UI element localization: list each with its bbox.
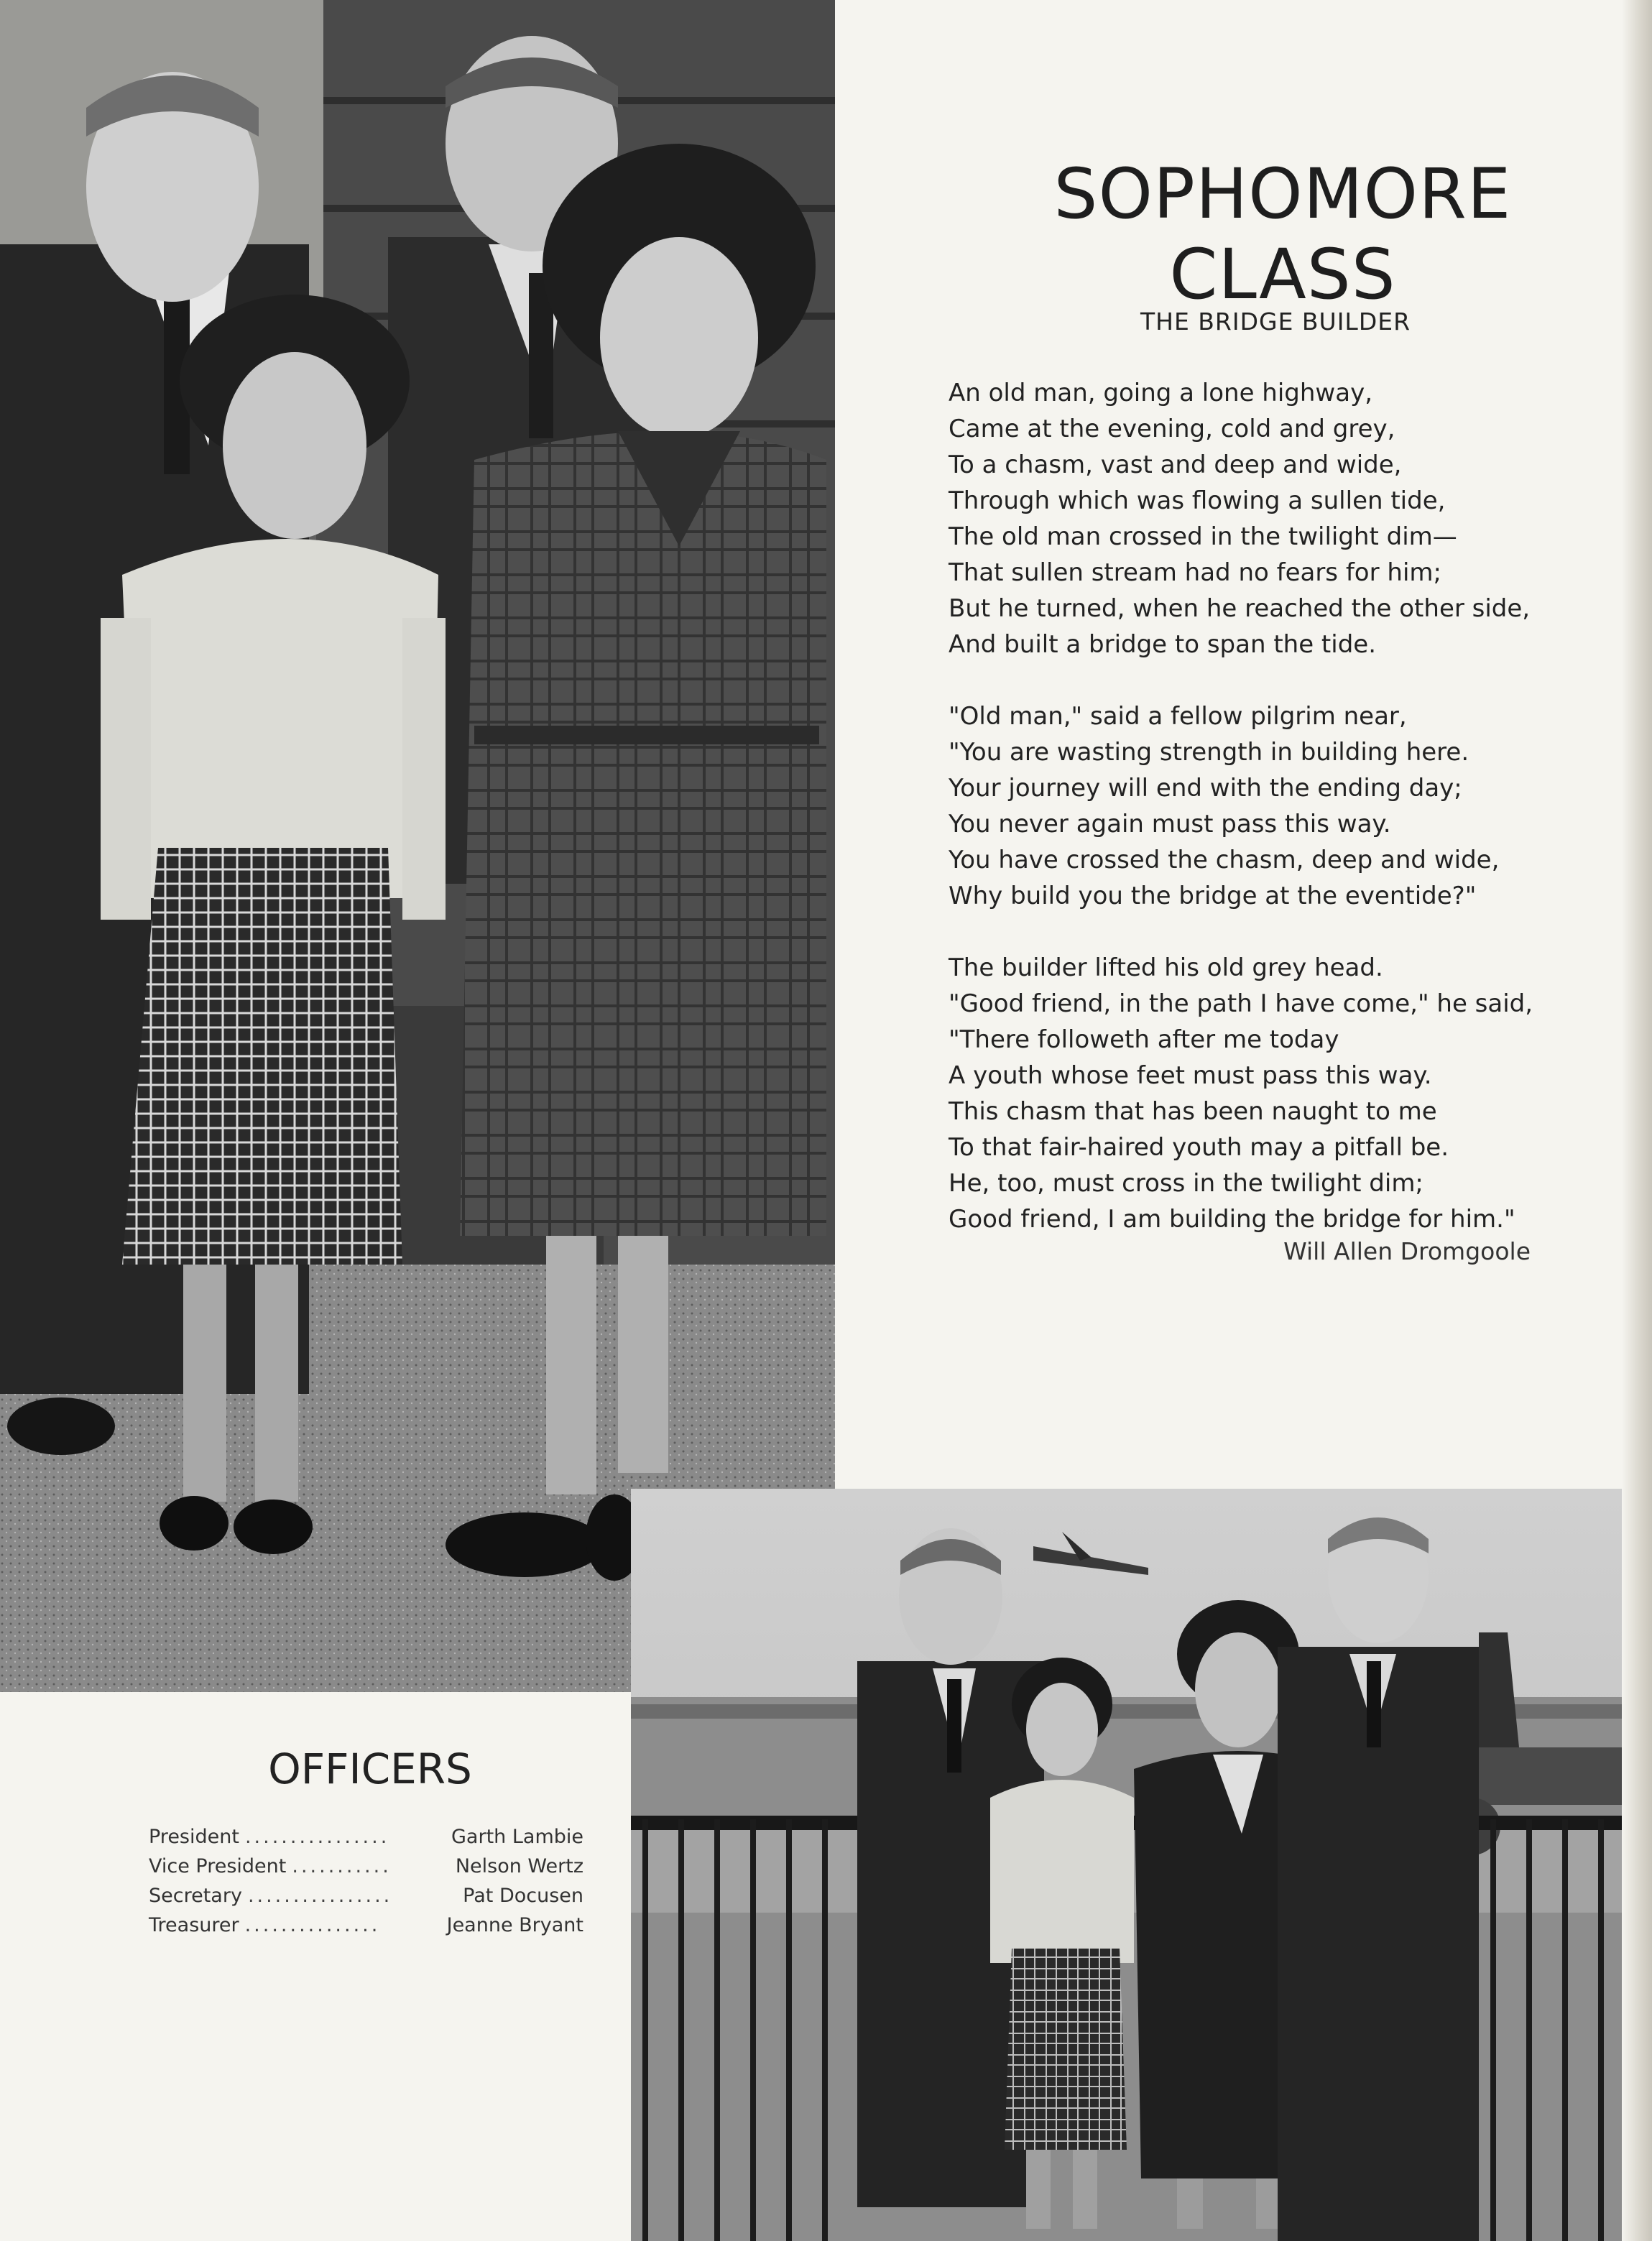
officer-leader-dots: ................ <box>247 1885 393 1907</box>
poem-line: Came at the evening, cold and grey, <box>949 415 1395 443</box>
officer-row-secretary <box>149 1881 583 1910</box>
poem-line: To that fair-haired youth may a pitfall be. <box>949 1133 1449 1162</box>
page-title-line-2: CLASS <box>1169 234 1396 315</box>
poem-line: But he turned, when he reached the other side, <box>949 594 1531 623</box>
officer-leader-dots: ........... <box>292 1855 392 1877</box>
officers-heading: OFFICERS <box>268 1745 472 1793</box>
officer-name: Pat Docusen <box>463 1885 583 1907</box>
page-title-line-1: SOPHOMORE <box>1053 154 1512 235</box>
officer-row-treasurer <box>149 1910 583 1940</box>
airport-group-photo <box>631 1489 1652 2241</box>
poem-stanza-3 <box>949 950 1581 1237</box>
officer-role: Secretary <box>149 1885 242 1907</box>
poem-line: And built a bridge to span the tide. <box>949 630 1377 659</box>
poem-line: Good friend, I am building the bridge for him." <box>949 1205 1515 1234</box>
poem-line: "There followeth after me today <box>949 1025 1339 1054</box>
poem-line: You have crossed the chasm, deep and wide, <box>949 846 1500 874</box>
poem-body <box>949 375 1581 1273</box>
poem-line: You never again must pass this way. <box>949 810 1391 838</box>
officers-list <box>149 1822 583 1940</box>
poem-line: An old man, going a lone highway, <box>949 379 1373 407</box>
poem-line: To a chasm, vast and deep and wide, <box>949 450 1402 479</box>
page-binding-edge <box>1622 0 1652 2241</box>
officer-row-vice-president <box>149 1852 583 1881</box>
officer-role: Treasurer <box>149 1914 239 1936</box>
officer-name: Nelson Wertz <box>455 1855 583 1877</box>
airport-photo-drawing <box>631 1489 1652 2241</box>
poem-author: Will Allen Dromgoole <box>1283 1237 1531 1265</box>
poem-line: "Old man," said a fellow pilgrim near, <box>949 702 1407 731</box>
officer-role: Vice President <box>149 1855 287 1877</box>
staircase-group-photo <box>0 0 835 1692</box>
staircase-photo-drawing <box>0 0 835 1692</box>
poem-line: That sullen stream had no fears for him; <box>949 558 1441 587</box>
poem-line: The builder lifted his old grey head. <box>949 953 1383 982</box>
poem-line: The old man crossed in the twilight dim— <box>949 522 1457 551</box>
poem-line: Your journey will end with the ending day; <box>949 774 1462 803</box>
poem-stanza-1 <box>949 375 1581 662</box>
officer-leader-dots: ................ <box>244 1826 390 1848</box>
officer-name: Garth Lambie <box>451 1826 583 1848</box>
poem-line: A youth whose feet must pass this way. <box>949 1061 1432 1090</box>
poem-line: This chasm that has been naught to me <box>949 1097 1437 1126</box>
poem-line: "Good friend, in the path I have come," he said, <box>949 989 1533 1018</box>
officer-role: President <box>149 1826 239 1848</box>
poem-title: THE BRIDGE BUILDER <box>1140 308 1411 336</box>
poem-line: "You are wasting strength in building here. <box>949 738 1469 767</box>
poem-line: Why build you the bridge at the eventide?" <box>949 882 1477 910</box>
officer-row-president <box>149 1822 583 1852</box>
poem-line: He, too, must cross in the twilight dim; <box>949 1169 1423 1198</box>
officer-name: Jeanne Bryant <box>446 1914 583 1936</box>
poem-line: Through which was flowing a sullen tide, <box>949 486 1446 515</box>
page-title <box>862 154 1652 315</box>
officer-leader-dots: ............... <box>244 1914 381 1936</box>
poem-stanza-2 <box>949 698 1581 914</box>
